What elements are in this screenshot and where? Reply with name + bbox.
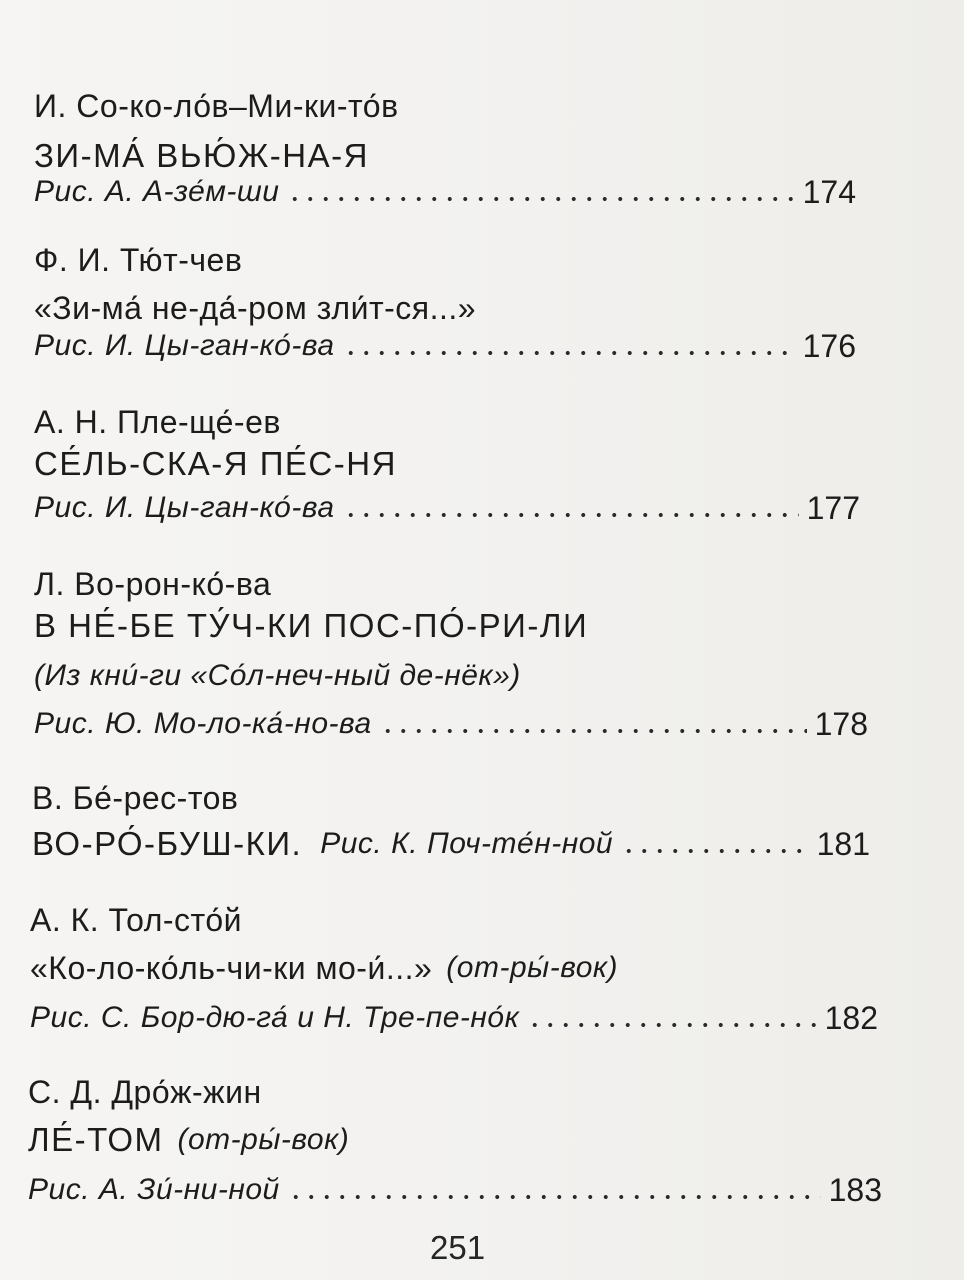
entry-illustrator: Рис. И. Цы-ган-ко́-ва [34,329,335,362]
entry-illustrator-row [30,994,878,1038]
entry-author: И. Со-ко-ло́в–Ми-ки-то́в [34,88,399,124]
entry-title-row [32,820,870,864]
entry-title-row [28,1116,357,1160]
entry-title-row [30,944,626,988]
dot-leader [621,848,809,854]
entry-page-number: 177 [806,490,860,526]
entry-page-number: 176 [802,328,856,364]
entry-title: ЛЕ́-ТОМ [28,1121,164,1158]
entry-page-number: 182 [824,1000,878,1036]
entry-illustrator-row [34,484,860,528]
entry-source: (Из кни́-ги «Со́л-неч-ный де-нёк») [34,659,521,692]
entry-title: СЕ́ЛЬ-СКА-Я ПЕ́С-НЯ [34,445,397,482]
dot-leader [343,512,799,518]
entry-author: А. Н. Пле-ще́-ев [34,404,281,440]
entry-page-number: 181 [816,826,870,862]
entry-illustrator: Рис. А. Зи́-ни-ной [28,1173,280,1206]
entry-title: ЗИ-МА́ ВЬЮ́Ж-НА-Я [34,137,369,174]
entry-title: В НЕ́-БЕ ТУ́Ч-КИ ПОС-ПО́-РИ-ЛИ [34,607,589,644]
dot-leader [527,1022,816,1028]
entry-illustrator: Рис. К. Поч-те́н-ной [320,827,614,860]
entry-author: Ф. И. Тю́т-чев [34,242,243,278]
entry-title-note: (от-ры́-вок) [446,951,619,984]
entry-page-number: 174 [802,174,856,210]
entry-title: ВО-РО́-БУШ-КИ. [32,825,303,862]
entry-illustrator: Рис. С. Бор-дю-га́ и Н. Тре-пе-но́к [30,1001,520,1034]
entry-illustrator-row [34,168,856,212]
dot-leader [343,350,795,356]
entry-illustrator: Рис. Ю. Мо-ло-ка́-но-ва [34,707,372,740]
entry-illustrator-row [34,700,868,744]
entry-author: А. К. Тол-сто́й [30,902,242,938]
entry-illustrator-row [28,1166,882,1210]
entry-title: «Ко-ло-ко́ль-чи-ки мо-и́...» [30,950,433,986]
entry-illustrator: Рис. И. Цы-ган-ко́-ва [34,491,335,524]
entry-page-number: 183 [828,1172,882,1208]
entry-author: В. Бе́-рес-тов [32,780,239,816]
entry-page-number: 178 [814,706,868,742]
dot-leader [287,196,794,202]
entry-illustrator: Рис. А. А-зе́м-ши [34,175,280,208]
dot-leader [288,1194,821,1200]
page-number: 251 [430,1229,486,1266]
dot-leader [380,728,807,734]
entry-title-note: (от-ры́-вок) [177,1123,350,1156]
entry-illustrator-row [34,322,856,366]
entry-author: Л. Во-рон-ко́-ва [34,566,272,602]
entry-author: С. Д. Дро́ж-жин [28,1074,262,1110]
entry-title: «Зи-ма́ не-да́-ром зли́т-ся...» [34,290,477,326]
